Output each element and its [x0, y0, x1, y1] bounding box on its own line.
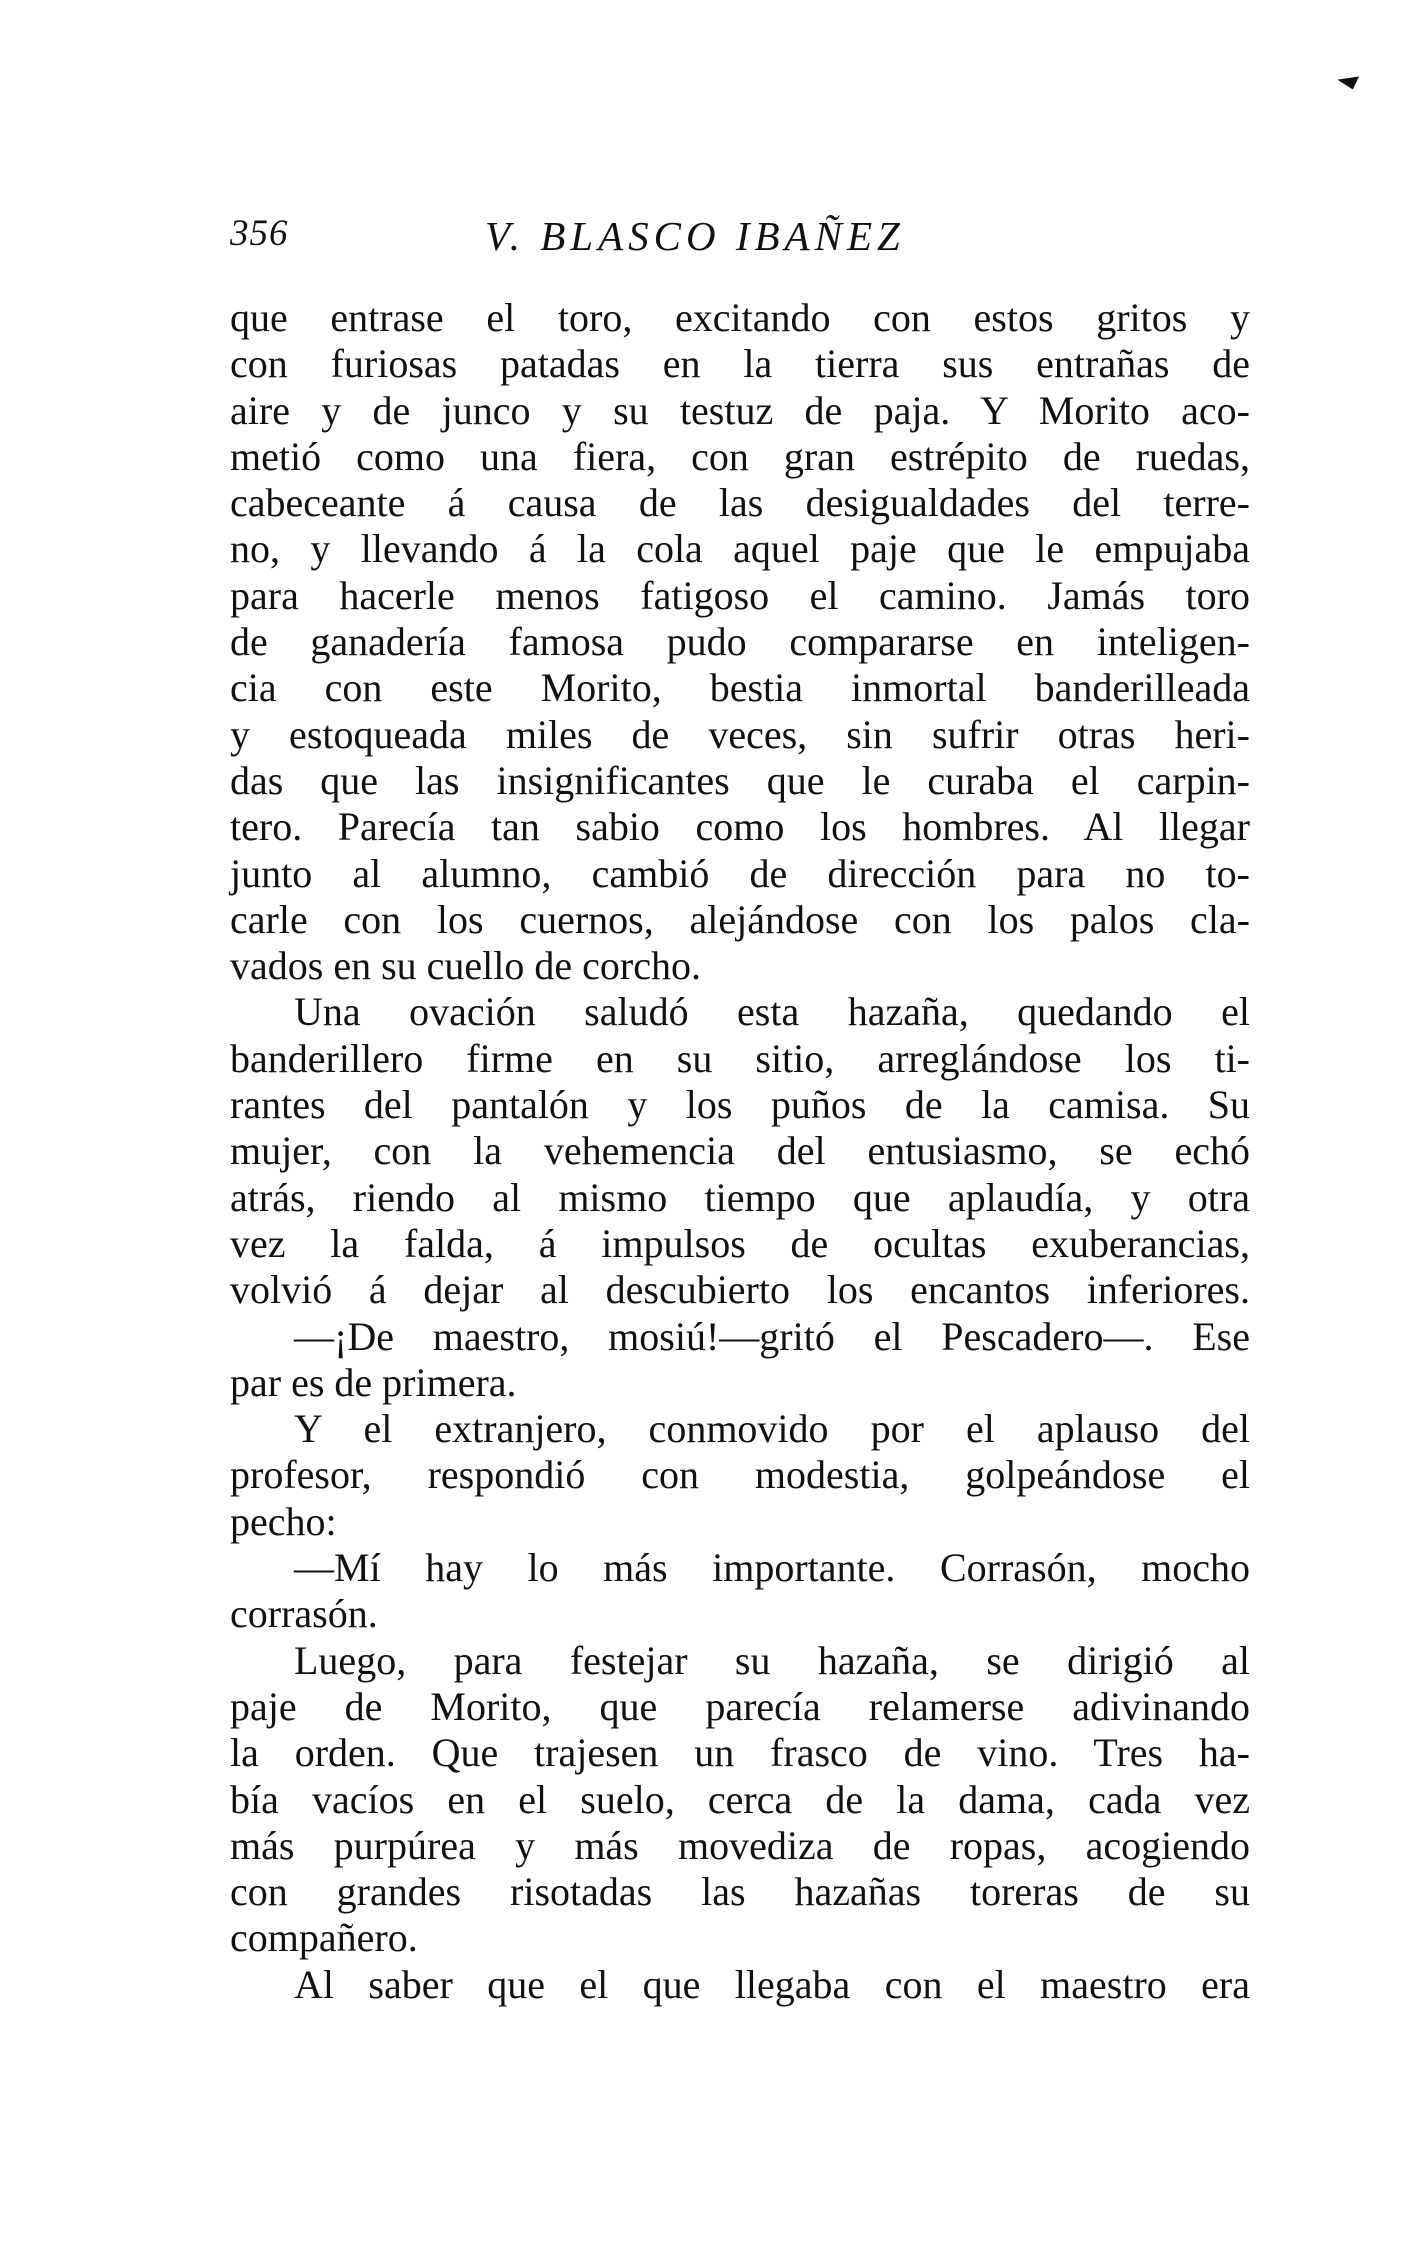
text-line: Y el extranjero, conmovido por el aplauso del	[294, 1406, 1250, 1452]
text-line: compañero.	[230, 1915, 418, 1961]
text-line: —¡De maestro, mosiú!—gritó el Pescadero—. Ese	[294, 1313, 1250, 1359]
text-line: con furiosas patadas en la tierra sus entrañas de	[230, 341, 1250, 387]
text-line: volvió á dejar al descubierto los encantos inferiores.	[230, 1267, 1250, 1313]
page-number: 356	[230, 213, 289, 254]
text-line: cabeceante á causa de las desigualdades del terre-	[230, 480, 1250, 526]
text-line: rantes del pantalón y los puños de la camisa. Su	[230, 1082, 1250, 1128]
text-line: aire y de junco y su testuz de paja. Y Morito aco-	[230, 387, 1250, 433]
text-line: no, y llevando á la cola aquel paje que le empujaba	[230, 526, 1250, 572]
text-line: —Mí hay lo más importante. Corrasón, mocho	[294, 1545, 1250, 1591]
text-line: para hacerle menos fatigoso el camino. Jamás toro	[230, 572, 1250, 618]
text-line: junto al alumno, cambió de dirección para no to-	[230, 850, 1250, 896]
text-line: profesor, respondió con modestia, golpeándose el	[230, 1452, 1250, 1498]
text-line: con grandes risotadas las hazañas toreras de su	[230, 1869, 1250, 1915]
text-line: la orden. Que trajesen un frasco de vino. Tres ha-	[230, 1730, 1250, 1776]
text-line: Al saber que el que llegaba con el maestro era	[294, 1961, 1250, 2007]
text-line: metió como una fiera, con gran estrépito de ruedas,	[230, 433, 1250, 479]
body-text	[230, 295, 1250, 2008]
text-line: paje de Morito, que parecía relamerse adivinando	[230, 1683, 1250, 1729]
text-line: Una ovación saludó esta hazaña, quedando el	[294, 989, 1250, 1035]
text-line: tero. Parecía tan sabio como los hombres. Al llegar	[230, 804, 1250, 850]
running-title: V. BLASCO IBAÑEZ	[485, 213, 905, 259]
text-line: de ganadería famosa pudo compararse en inteligen-	[230, 619, 1250, 665]
text-line: Luego, para festejar su hazaña, se dirigió al	[294, 1637, 1250, 1683]
text-line: corrasón.	[230, 1591, 378, 1637]
text-line: más purpúrea y más movediza de ropas, acogiendo	[230, 1822, 1250, 1868]
text-line: pecho:	[230, 1498, 337, 1544]
page-header	[230, 212, 1250, 262]
text-line: atrás, riendo al mismo tiempo que aplaudía, y otra	[230, 1174, 1250, 1220]
text-line: carle con los cuernos, alejándose con los palos cla-	[230, 896, 1250, 942]
text-line: das que las insignificantes que le curaba el carpin-	[230, 757, 1250, 803]
text-line: bía vacíos en el suelo, cerca de la dama, cada vez	[230, 1776, 1250, 1822]
text-line: vados en su cuello de corcho.	[230, 943, 701, 989]
corner-mark	[1337, 77, 1360, 92]
text-line: banderillero firme en su sitio, arreglándose los ti-	[230, 1035, 1250, 1081]
text-line: que entrase el toro, excitando con estos gritos y	[230, 295, 1250, 340]
text-line: cia con este Morito, bestia inmortal banderilleada	[230, 665, 1250, 711]
text-line: mujer, con la vehemencia del entusiasmo, se echó	[230, 1128, 1250, 1174]
text-line: vez la falda, á impulsos de ocultas exuberancias,	[230, 1220, 1250, 1266]
text-line: y estoqueada miles de veces, sin sufrir otras heri-	[230, 711, 1250, 757]
text-line: par es de primera.	[230, 1359, 517, 1405]
